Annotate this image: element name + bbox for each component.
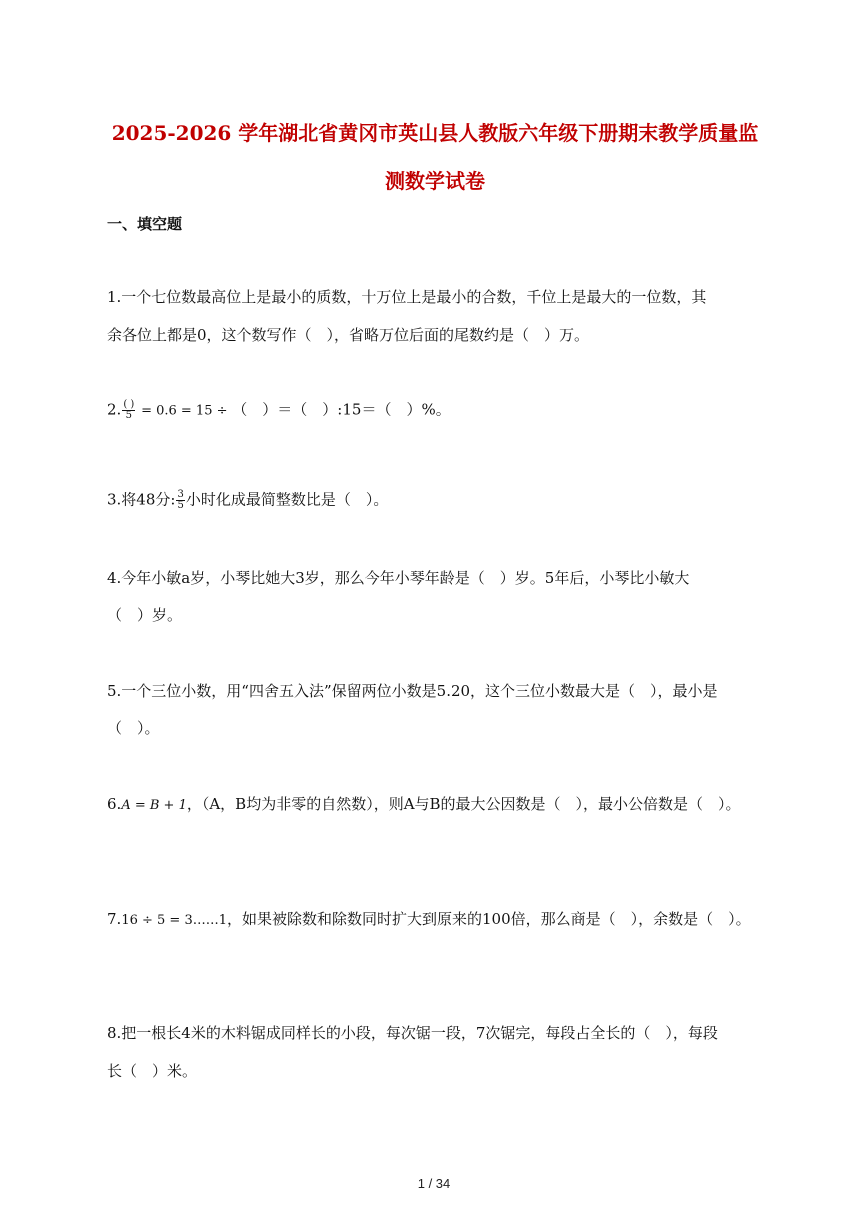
section-heading: 一、填空题 [107,215,183,233]
question-6-rest: ，（A，B均为非零的自然数），则A与B的最大公因数是（ ），最小公倍数是（ ）。 [186,795,741,813]
question-2-rest: （ ）＝（ ）:15＝（ ）%。 [232,400,451,419]
question-2-expression: = 0.6 = 15 ÷ [141,403,228,419]
question-3-prefix: 3.将48分: [107,490,176,509]
question-2-fraction-bottom: 5 [125,410,132,421]
question-2-prefix: 2. [107,400,122,419]
question-2-fraction [122,400,135,421]
question-1-line2: 余各位上都是0，这个数写作（ ），省略万位后面的尾数约是（ ）万。 [107,326,590,344]
question-1-line1: 1.一个七位数最高位上是最小的质数，十万位上是最小的合数，千位上是最大的一位数，其 [107,288,707,306]
document-title-line1: 2025-2026 学年湖北省黄冈市英山县人教版六年级下册期末教学质量监 [111,121,759,145]
question-3-fraction-bottom: 5 [177,500,184,511]
question-7-prefix: 7. [107,910,122,928]
question-4-line2: （ ）岁。 [107,606,183,624]
question-4-line1: 4.今年小敏a岁，小琴比她大3岁，那么今年小琴年龄是（ ）岁。5年后，小琴比小敏大 [107,569,690,587]
question-5-line1: 5.一个三位小数，用“四舍五入法”保留两位小数是5.20，这个三位小数最大是（ ），最小是 [107,682,718,700]
question-3-rest: 小时化成最简整数比是（ ）。 [185,490,389,509]
question-7-rest: ，如果被除数和除数同时扩大到原来的100倍，那么商是（ ），余数是（ ）。 [226,910,751,928]
question-6 [107,795,741,814]
question-7 [107,910,751,929]
question-3 [107,490,388,511]
question-6-expression: A = B + 1 [121,798,187,813]
question-7-expression: 16 ÷ 5 = 3……1 [121,913,227,928]
question-8-line1: 8.把一根长4米的木料锯成同样长的小段，每次锯一段，7次锯完，每段占全长的（ ），每段 [107,1024,718,1042]
question-8-line2: 长（ ）米。 [107,1062,198,1080]
page-indicator: 1 / 34 [417,1176,451,1191]
question-5-line2: （ ）。 [107,719,160,737]
question-2 [107,400,451,421]
document-title-line2: 测数学试卷 [385,169,485,193]
question-6-prefix: 6. [107,795,122,813]
question-3-fraction [176,490,184,511]
question-2-fraction-top: ( ) [123,399,135,410]
question-3-fraction-top: 3 [177,489,184,500]
